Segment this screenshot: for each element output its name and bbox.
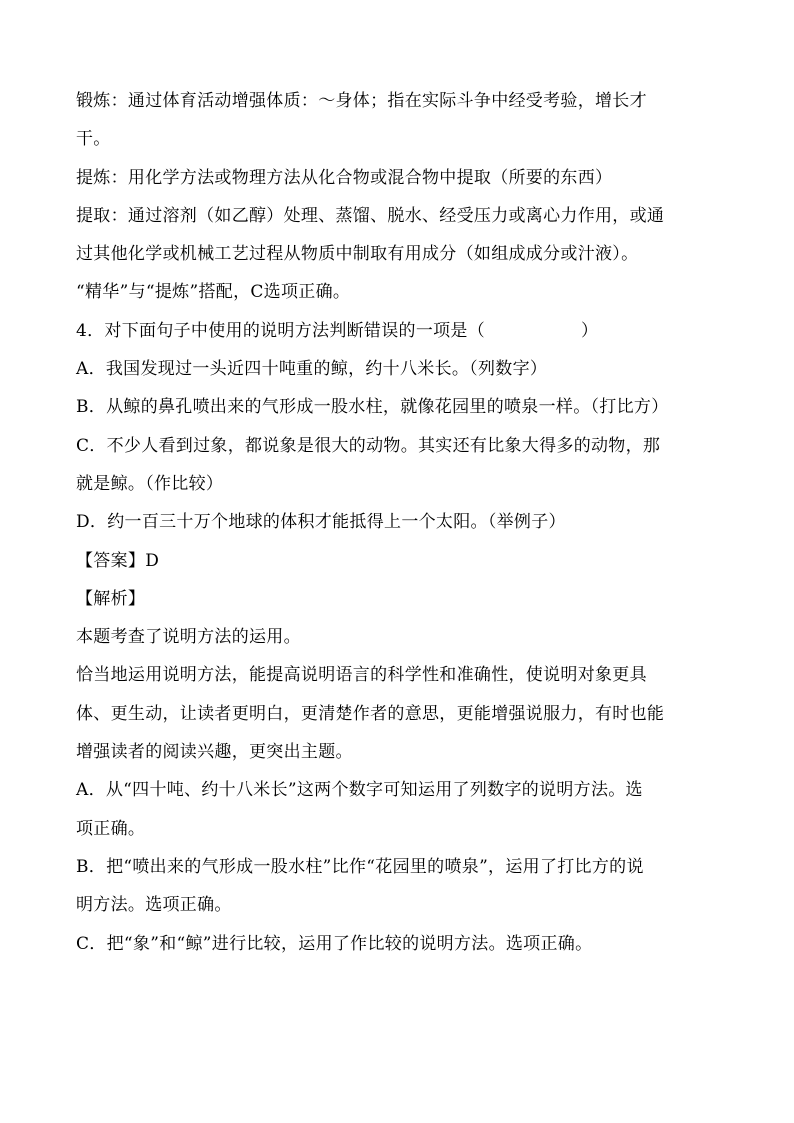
definition-line: 干。	[76, 129, 111, 150]
option-b: B．从鲸的鼻孔喷出来的气形成一股水柱，就像花园里的喷泉一样。（打比方）	[76, 397, 669, 418]
analysis-line: 恰当地运用说明方法，能提高说明语言的科学性和准确性，使说明对象更具	[76, 665, 647, 686]
question-stem-close: ）	[581, 320, 599, 341]
option-a: A．我国发现过一头近四十吨重的鲸，约十八米长。（列数字）	[76, 359, 548, 380]
definition-line: 提取：通过溶剂（如乙醇）处理、蒸馏、脱水、经受压力或离心力作用，或通	[76, 205, 665, 226]
conclusion-line: “精华”与“提炼”搭配，C选项正确。	[76, 282, 351, 303]
definition-line: 提炼：用化学方法或物理方法从化合物或混合物中提取（所要的东西）	[76, 167, 613, 188]
option-d: D．约一百三十万个地球的体积才能抵得上一个太阳。（举例子）	[76, 512, 566, 533]
document-body	[76, 82, 716, 963]
analysis-heading: 【解析】	[76, 588, 146, 609]
definition-line: 锻炼：通过体育活动增强体质：～身体；指在实际斗争中经受考验，增长才	[76, 91, 647, 111]
question-stem	[76, 312, 716, 350]
analysis-line: A．从“四十吨、约十八米长”这两个数字可知运用了列数字的说明方法。选	[76, 780, 643, 801]
analysis-line: 增强读者的阅读兴趣，更突出主题。	[76, 742, 353, 763]
analysis-line: B．把“喷出来的气形成一股水柱”比作“花园里的喷泉”，运用了打比方的说	[76, 856, 644, 877]
option-c-continued: 就是鲸。（作比较）	[76, 473, 224, 494]
analysis-line: 本题考查了说明方法的运用。	[76, 627, 301, 648]
analysis-line: 体、更生动，让读者更明白，更清楚作者的意思，更能增强说服力，有时也能	[76, 703, 665, 724]
question-stem-text: 4．对下面句子中使用的说明方法判断错误的一项是（	[76, 320, 486, 341]
definition-line: 过其他化学或机械工艺过程从物质中制取有用成分（如组成成分或汁液）。	[76, 244, 639, 265]
analysis-line: 项正确。	[76, 818, 146, 839]
answer-line: 【答案】D	[76, 550, 160, 571]
analysis-line: C．把“象”和“鲸”进行比较，运用了作比较的说明方法。选项正确。	[76, 933, 593, 954]
analysis-line: 明方法。选项正确。	[76, 895, 232, 916]
option-c: C．不少人看到过象，都说象是很大的动物。其实还有比象大得多的动物，那	[76, 435, 661, 456]
